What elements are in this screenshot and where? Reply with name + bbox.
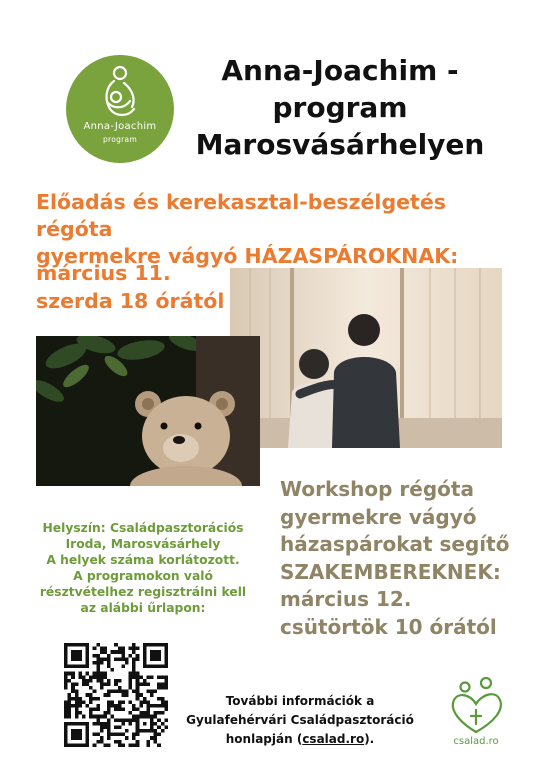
more-info-line-1: További információk a xyxy=(225,694,375,708)
more-info xyxy=(180,692,420,749)
workshop-line-3: házaspárokat segítő xyxy=(280,532,510,556)
title-line-3: Marosvásárhelyen xyxy=(195,128,485,161)
info-line-2: Iroda, Marosvásárhely xyxy=(65,537,221,551)
more-info-line-2: Gyulafehérvári Családpasztoráció xyxy=(186,713,414,727)
teddy-bear-photo xyxy=(36,336,260,486)
logo-title: Anna-Joachim xyxy=(83,121,157,132)
event1-heading-line-2: gyermekre vágyó HÁZASPÁROKNAK: xyxy=(36,244,459,268)
anna-joachim-logo xyxy=(66,55,174,163)
csalad-ro-label: csalad.ro xyxy=(453,736,499,747)
event1-date: március 11. xyxy=(36,261,171,285)
more-info-prefix: honlapján ( xyxy=(225,732,303,746)
event1-heading-line-1: Előadás és kerekasztal-beszélgetés régóta xyxy=(36,190,446,241)
workshop-line-1: Workshop régóta xyxy=(280,477,474,501)
title-line-1: Anna-Joachim - xyxy=(221,54,459,87)
workshop-section xyxy=(280,476,530,641)
info-line-4: A programokon való xyxy=(73,569,213,583)
title-line-2: program xyxy=(272,91,408,124)
event1-heading xyxy=(36,189,526,270)
info-line-6: az alábbi űrlapon: xyxy=(80,601,206,615)
family-heart-icon xyxy=(446,674,506,736)
couple-photo xyxy=(230,268,502,448)
workshop-date: március 12. xyxy=(280,587,412,611)
workshop-time: csütörtök 10 órától xyxy=(280,614,497,639)
logo-subtitle: program xyxy=(102,135,138,144)
info-line-5: résztvételhez regisztrálni kell xyxy=(39,585,247,599)
more-info-suffix: ). xyxy=(364,732,375,746)
info-line-3: A helyek száma korlátozott. xyxy=(46,553,240,567)
csalad-ro-logo xyxy=(446,674,506,749)
event1-datetime xyxy=(36,259,236,315)
location-info xyxy=(36,520,250,616)
more-info-line-3 xyxy=(180,730,420,749)
event1-time: szerda 18 órától xyxy=(36,289,225,313)
workshop-line-2: gyermekre vágyó xyxy=(280,504,477,529)
info-line-1: Helyszín: Családpasztorációs xyxy=(42,521,244,535)
page-title xyxy=(190,52,490,163)
mother-child-icon xyxy=(94,63,146,119)
workshop-line-4: SZAKEMBEREKNEK: xyxy=(280,559,501,584)
csalad-link[interactable]: csalad.ro xyxy=(302,732,365,746)
registration-qr-code[interactable] xyxy=(64,643,168,747)
